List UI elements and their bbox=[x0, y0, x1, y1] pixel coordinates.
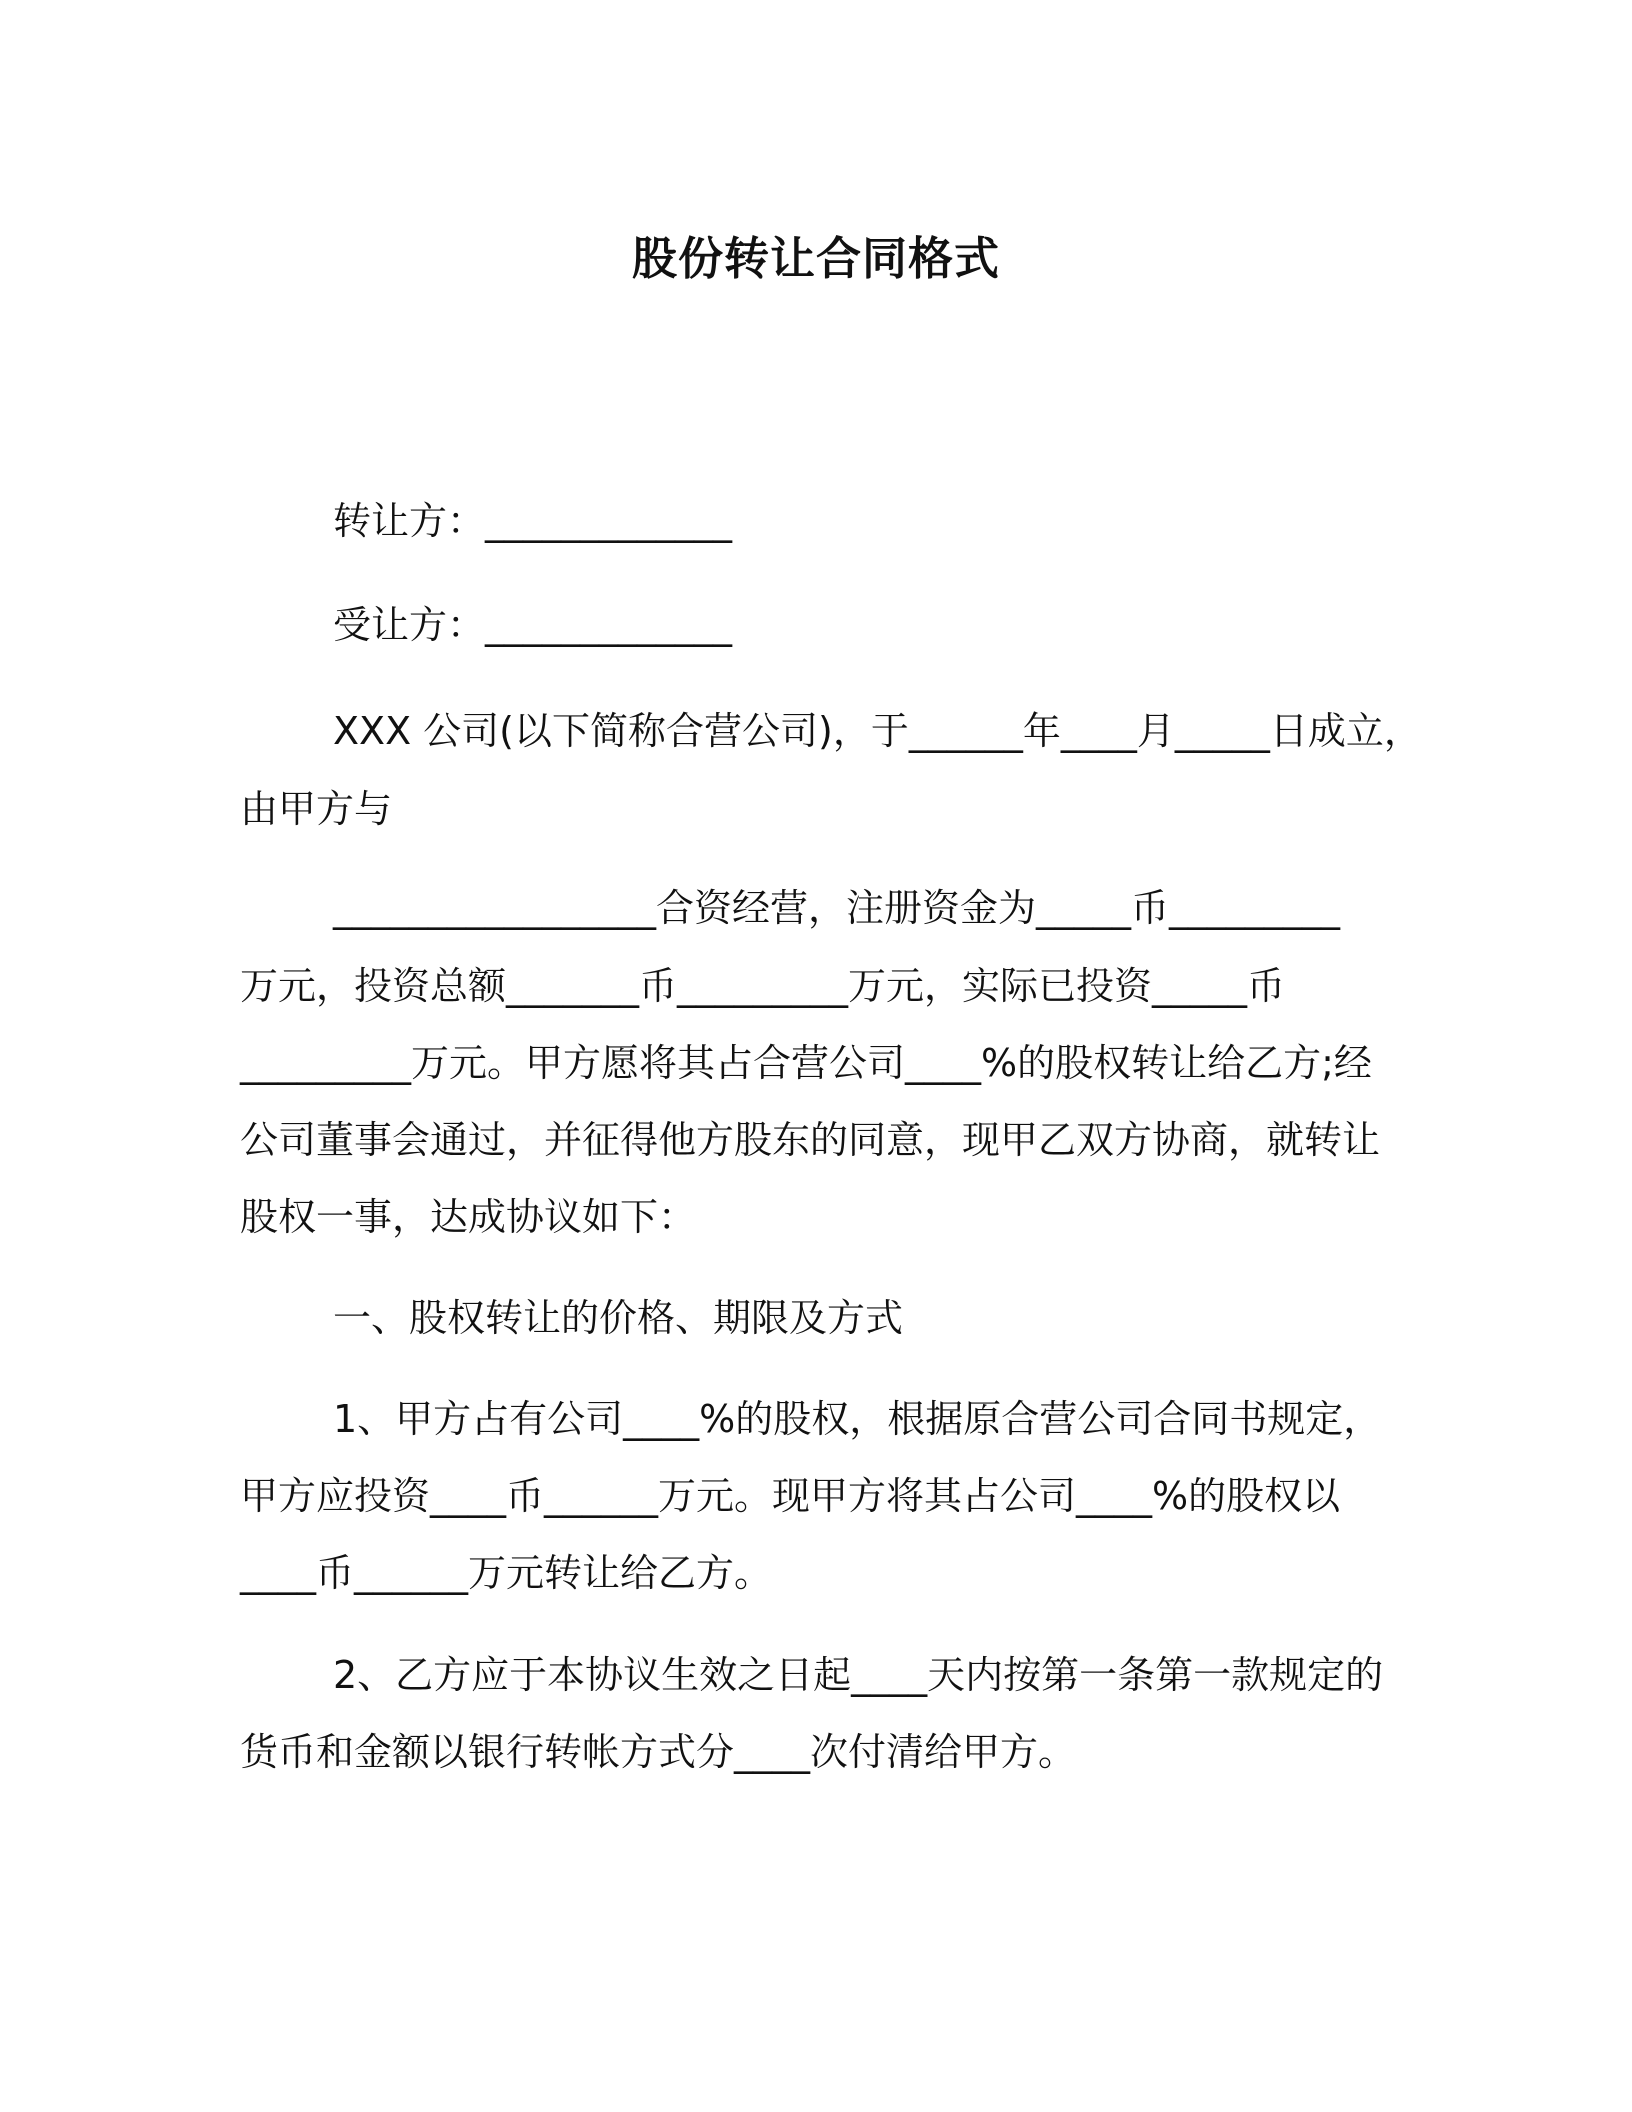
paragraph-line: 由甲方与 bbox=[240, 787, 393, 831]
clause-line: 1、甲方占有公司____%的股权，根据原合营公司合同书规定， bbox=[333, 1397, 1382, 1441]
clause-line: 货币和金额以银行转帐方式分____次付清给甲方。 bbox=[240, 1730, 1077, 1774]
paragraph-line: 公司董事会通过，并征得他方股东的同意，现甲乙双方协商，就转让 bbox=[240, 1118, 1381, 1162]
transferee-line: 受让方：_____________ bbox=[333, 603, 733, 647]
document-title: 股份转让合同格式 bbox=[631, 232, 1000, 285]
paragraph-line: 万元，投资总额_______币_________万元，实际已投资_____币 bbox=[240, 964, 1286, 1008]
paragraph-line: XXX 公司(以下简称合营公司)，于______年____月_____日成立， bbox=[333, 709, 1422, 753]
clause-line: ____币______万元转让给乙方。 bbox=[240, 1551, 773, 1595]
clause-line: 甲方应投资____币______万元。现甲方将其占公司____%的股权以 bbox=[240, 1474, 1341, 1518]
clause-line: 2、乙方应于本协议生效之日起____天内按第一条第一款规定的 bbox=[333, 1653, 1384, 1697]
paragraph-line: _________万元。甲方愿将其占合营公司____%的股权转让给乙方;经 bbox=[240, 1041, 1372, 1085]
section-heading: 一、股权转让的价格、期限及方式 bbox=[333, 1296, 904, 1340]
transferor-line: 转让方：_____________ bbox=[333, 499, 733, 543]
paragraph-line: _________________合资经营，注册资金为_____币_________ bbox=[333, 886, 1341, 930]
paragraph-line: 股权一事，达成协议如下： bbox=[240, 1195, 697, 1239]
